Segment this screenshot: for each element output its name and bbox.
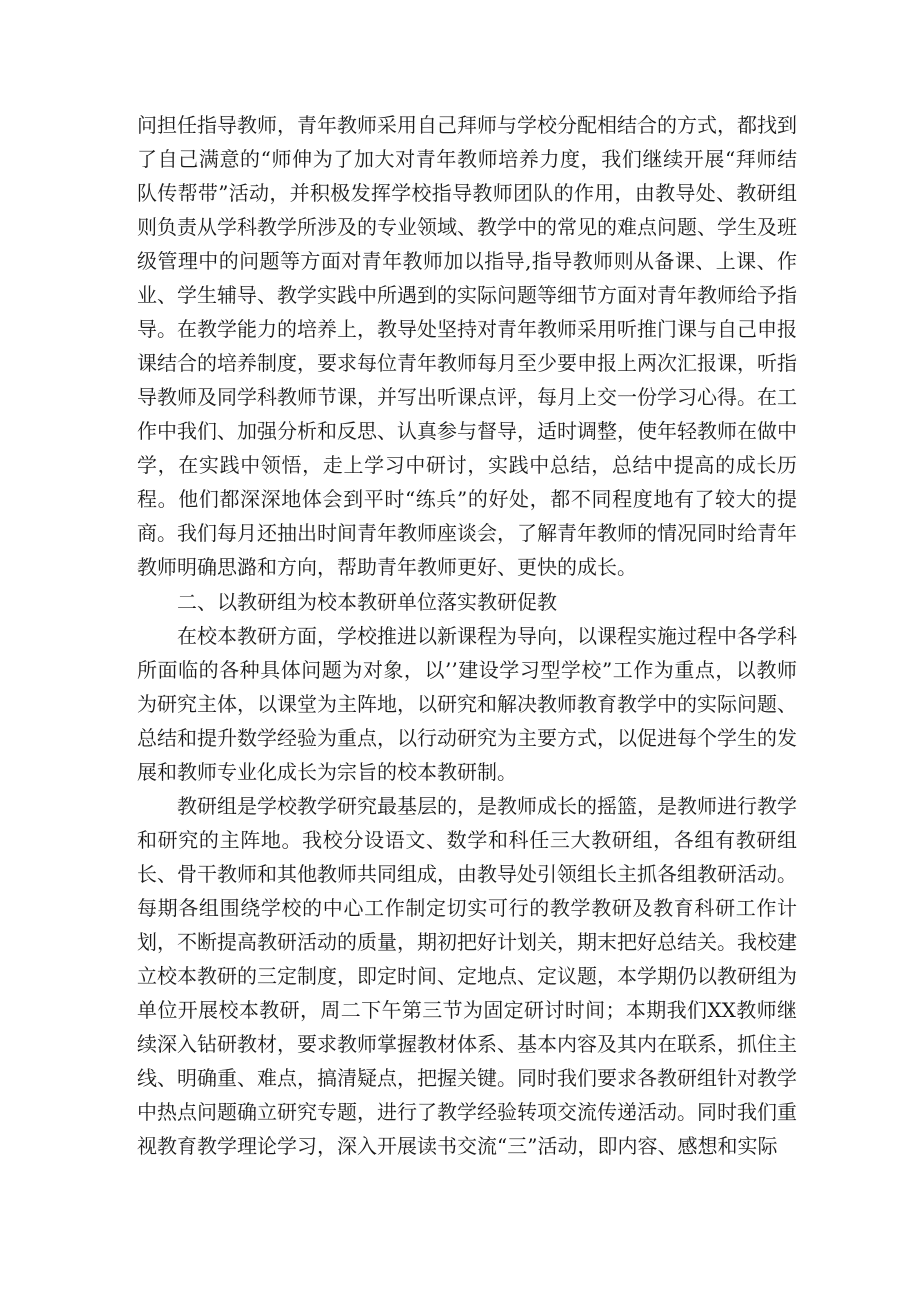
paragraph-1: 问担任指导教师，青年教师采用自己拜师与学校分配相结合的方式，都找到了自己满意的“师伸为了加大对青年教师培养力度，我们继续开展“拜师结队传帮带”活动，并积极发挥学校指导教师团队的作用，由教导处、教研组则负责从学科教学所涉及的专业领域、教学中的常见的难点问题、学生及班级管理中的问题等方面对青年教师加以指导,指导教师则从备课、上课、作业、学生辅导、教学实践中所遇到的实际问题等细节方面对青年教师给予指导。在教学能力的培养上，教导处坚持对青年教师采用听推门课与自己申报课结合的培养制度，要求每位青年教师每月至少要申报上两次汇报课，听指导教师及同学科教师节课，并写出听课点评，每月上交一份学习心得。在工作中我们、加强分析和反思、认真参与督导，适时调整，使年轻教师在做中学，在实践中领悟，走上学习中研讨，实践中总结，总结中提高的成长历程。他们都深深地体会到平时“练兵”的好处，都不同程度地有了较大的提商。我们每月还抽出时间青年教师座谈会，了解青年教师的情况同时给青年教师明确思潞和方向，帮助青年教师更好、更快的成长。 <box>137 113 797 579</box>
paragraph-2: 在校本教研方面，学校推进以新课程为导向，以课程实施过程中各学科所面临的各种具体问题为对象，以’’建设学习型学校”工作为重点，以教师为研究主体，以课堂为主阵地，以研究和解决教师教育教学中的实际问题、总结和提升数学经验为重点，以行动研究为主要方式，以促进每个学生的发展和教师专业化成长为宗旨的校本教研制。 <box>137 624 797 784</box>
section-heading: 二、以教研组为校本教研单位落实教研促教 <box>177 590 557 614</box>
paragraph-3: 教研组是学校教学研究最基层的，是教师成长的摇篮，是教师进行教学和研究的主阵地。我校分设语文、数学和科任三大教研组，各组有教研组长、骨干教师和其他教师共同组成，由教导处引领组长主抓各组教研活动。每期各组围绕学校的中心工作制定切实可行的教学教研及教育科研工作计划，不断提高教研活动的质量，期初把好计划关，期末把好总结关。我校建立校本教研的三定制度，即定时间、定地点、定议题，本学期仍以教研组为单位开展校本教研，周二下午第三节为固定研讨时间；本期我们XX教师继续深入钻研教材，要求教师掌握教材体系、基本内容及其内在联系，抓住主线、明确重、难点，搞清疑点，把握关键。同时我们要求各教研组针对教学中热点问题确立研究专题，进行了教学经验转项交流传递活动。同时我们重视教育教学理论学习，深入开展读书交流“三”活动，即内容、感想和实际 <box>137 794 797 1158</box>
